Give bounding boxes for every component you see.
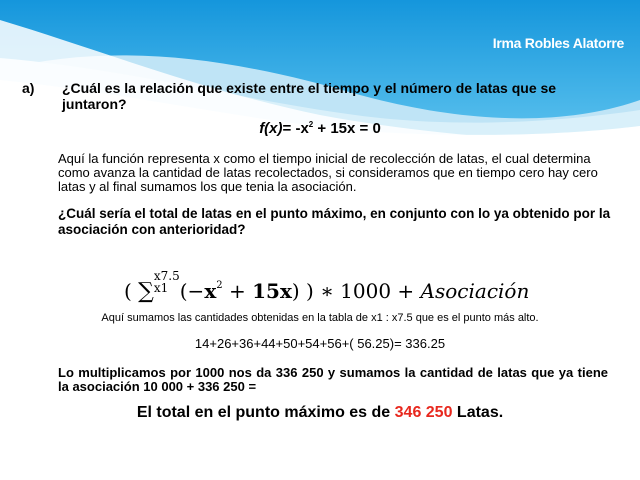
formula-word: Asociación bbox=[420, 279, 530, 303]
multiply-paragraph: Lo multiplicamos por 1000 nos da 336 250 y sumamos la cantidad de latas que ya tiene la asociación 10 000 + 336 250 = bbox=[58, 365, 608, 394]
function-exponent: 2 bbox=[308, 120, 314, 129]
function-lhs: f(x) bbox=[259, 120, 283, 137]
lower-limit: x1 bbox=[153, 281, 169, 295]
question-a-text: ¿Cuál es la relación que existe entre el tiempo y el número de latas que se juntaron? bbox=[62, 80, 557, 112]
sum-limits bbox=[154, 270, 180, 294]
total-prefix: El total en el punto máximo es de bbox=[136, 404, 395, 421]
term-open: (− bbox=[179, 279, 205, 303]
header-wave-decoration bbox=[0, 0, 640, 140]
explanation-paragraph: Aquí la función representa x como el tiempo inicial de recolección de latas, el cual determina como avanza la cantidad de latas recolectados, si consideramos que en tiempo cero hay cero latas y al final sumamos los que tenia la asociación. bbox=[58, 151, 598, 194]
total-statement bbox=[0, 404, 640, 422]
term-15x: 15x bbox=[252, 279, 292, 303]
header-banner bbox=[0, 0, 640, 140]
total-suffix: Latas. bbox=[452, 404, 504, 421]
question-marker: a) bbox=[22, 80, 35, 96]
formula-open-paren: ( bbox=[124, 279, 132, 303]
total-value: 346 250 bbox=[394, 404, 453, 421]
function-rhs-prefix: = -x bbox=[282, 120, 309, 137]
function-equation bbox=[0, 120, 640, 137]
sigma-symbol: ∑ bbox=[138, 279, 154, 304]
summation-formula bbox=[124, 270, 529, 304]
formula-close-paren: ) bbox=[306, 279, 314, 303]
term-close: ) bbox=[291, 279, 300, 303]
term-x: x bbox=[204, 279, 217, 303]
function-rhs-suffix: + 15x = 0 bbox=[313, 120, 381, 137]
author-name: Irma Robles Alatorre bbox=[492, 35, 624, 51]
formula-operator: ∗ 1000 + bbox=[313, 279, 421, 303]
sum-expression: 14+26+36+44+50+54+56+( 56.25)= 336.25 bbox=[194, 336, 446, 351]
term-plus: + bbox=[222, 279, 253, 303]
note-text: Aquí sumamos las cantidades obtenidas en la tabla de x1 : x7.5 que es el punto más alto. bbox=[101, 312, 539, 324]
upper-limit: x7.5 bbox=[153, 269, 180, 283]
term-exponent: 2 bbox=[216, 280, 223, 291]
question-total-text: ¿Cuál sería el total de latas en el punto máximo, en conjunto con lo ya obtenido por la asociación con anterioridad? bbox=[58, 206, 611, 237]
